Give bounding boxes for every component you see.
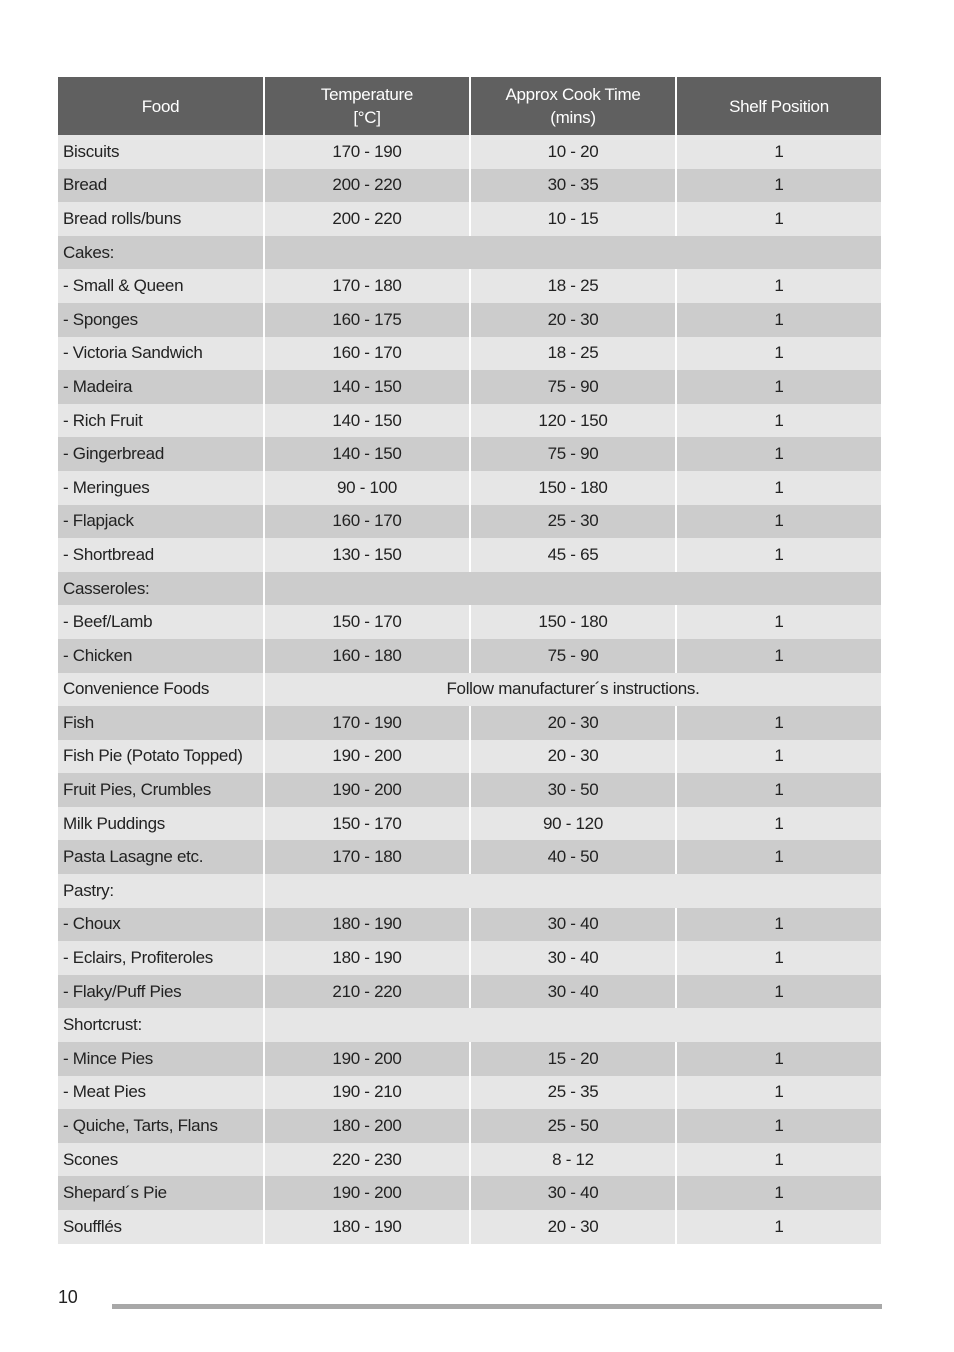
- table-row: [58, 840, 881, 874]
- table-row: [58, 773, 881, 807]
- cell-temperature: 190 - 210: [264, 1076, 470, 1110]
- cell-temperature: 170 - 180: [264, 840, 470, 874]
- cell-shelf-position: 1: [676, 908, 881, 942]
- cell-shelf-position: 1: [676, 605, 881, 639]
- cell-shelf-position: 1: [676, 437, 881, 471]
- page-number: 10: [58, 1287, 78, 1307]
- cell-food: - Meringues: [58, 471, 264, 505]
- cell-temperature: 200 - 220: [264, 169, 470, 203]
- cell-food: - Gingerbread: [58, 437, 264, 471]
- cell-temperature: 140 - 150: [264, 370, 470, 404]
- cell-temperature: 190 - 200: [264, 1176, 470, 1210]
- cell-cook-time: 75 - 90: [470, 437, 676, 471]
- cell-shelf-position: 1: [676, 807, 881, 841]
- cell-merged: Follow manufacturer´s instructions.: [264, 673, 881, 707]
- table-row: [58, 941, 881, 975]
- cell-merged: [264, 1008, 881, 1042]
- cell-cook-time: 20 - 30: [470, 303, 676, 337]
- cell-food: - Shortbread: [58, 538, 264, 572]
- cell-shelf-position: 1: [676, 1210, 881, 1244]
- cell-cook-time: 45 - 65: [470, 538, 676, 572]
- table-row: [58, 1076, 881, 1110]
- table-row: [58, 370, 881, 404]
- cell-temperature: 170 - 190: [264, 706, 470, 740]
- cell-merged: [264, 572, 881, 606]
- cell-temperature: 150 - 170: [264, 605, 470, 639]
- cell-food: - Madeira: [58, 370, 264, 404]
- cell-cook-time: 30 - 40: [470, 941, 676, 975]
- table-row: [58, 874, 881, 908]
- header-temperature-line1: Temperature: [320, 85, 414, 104]
- table-row: [58, 706, 881, 740]
- table-row: [58, 975, 881, 1009]
- cell-temperature: 130 - 150: [264, 538, 470, 572]
- cell-shelf-position: 1: [676, 169, 881, 203]
- cell-temperature: 190 - 200: [264, 740, 470, 774]
- table-row: [58, 639, 881, 673]
- cell-food: Scones: [58, 1143, 264, 1177]
- cell-cook-time: 150 - 180: [470, 471, 676, 505]
- header-shelf-position: Shelf Position: [676, 77, 881, 135]
- cell-temperature: 200 - 220: [264, 202, 470, 236]
- cell-cook-time: 30 - 40: [470, 975, 676, 1009]
- table-row: [58, 505, 881, 539]
- cell-cook-time: 120 - 150: [470, 404, 676, 438]
- cell-food: - Chicken: [58, 639, 264, 673]
- cell-food: Biscuits: [58, 135, 264, 169]
- header-temperature: [264, 77, 470, 135]
- table-header-row: [58, 77, 881, 135]
- cell-food: Convenience Foods: [58, 673, 264, 707]
- table-row: [58, 337, 881, 371]
- cell-temperature: 140 - 150: [264, 437, 470, 471]
- cell-shelf-position: 1: [676, 1176, 881, 1210]
- cell-cook-time: 30 - 40: [470, 1176, 676, 1210]
- cell-food: Shortcrust:: [58, 1008, 264, 1042]
- table-row: [58, 673, 881, 707]
- cell-temperature: 160 - 170: [264, 337, 470, 371]
- cell-shelf-position: 1: [676, 303, 881, 337]
- cell-food: Bread rolls/buns: [58, 202, 264, 236]
- cell-cook-time: 30 - 40: [470, 908, 676, 942]
- cell-food: - Beef/Lamb: [58, 605, 264, 639]
- cell-temperature: 140 - 150: [264, 404, 470, 438]
- cell-temperature: 150 - 170: [264, 807, 470, 841]
- cell-food: Fish Pie (Potato Topped): [58, 740, 264, 774]
- table-row: [58, 538, 881, 572]
- cell-shelf-position: 1: [676, 840, 881, 874]
- cell-cook-time: 30 - 50: [470, 773, 676, 807]
- cell-merged: [264, 874, 881, 908]
- cell-food: - Flapjack: [58, 505, 264, 539]
- cell-shelf-position: 1: [676, 337, 881, 371]
- cell-cook-time: 90 - 120: [470, 807, 676, 841]
- cell-food: - Quiche, Tarts, Flans: [58, 1109, 264, 1143]
- cell-shelf-position: 1: [676, 471, 881, 505]
- cell-shelf-position: 1: [676, 135, 881, 169]
- cell-temperature: 160 - 170: [264, 505, 470, 539]
- cell-shelf-position: 1: [676, 505, 881, 539]
- header-cook-time: [470, 77, 676, 135]
- cell-temperature: 170 - 190: [264, 135, 470, 169]
- cell-shelf-position: 1: [676, 1042, 881, 1076]
- table-body: [58, 135, 881, 1244]
- cell-shelf-position: 1: [676, 773, 881, 807]
- cell-temperature: 160 - 175: [264, 303, 470, 337]
- cell-shelf-position: 1: [676, 202, 881, 236]
- table-row: [58, 605, 881, 639]
- cooking-table: [58, 77, 881, 1244]
- cell-temperature: 220 - 230: [264, 1143, 470, 1177]
- cell-food: - Small & Queen: [58, 269, 264, 303]
- table-row: [58, 169, 881, 203]
- cell-temperature: 180 - 190: [264, 908, 470, 942]
- cell-merged: [264, 236, 881, 270]
- table-row: [58, 303, 881, 337]
- cell-shelf-position: 1: [676, 1109, 881, 1143]
- header-food: Food: [58, 77, 264, 135]
- cell-food: - Flaky/Puff Pies: [58, 975, 264, 1009]
- cell-cook-time: 20 - 30: [470, 706, 676, 740]
- cell-temperature: 180 - 190: [264, 1210, 470, 1244]
- cell-food: Pasta Lasagne etc.: [58, 840, 264, 874]
- cell-cook-time: 10 - 20: [470, 135, 676, 169]
- cell-cook-time: 25 - 35: [470, 1076, 676, 1110]
- table-row: [58, 404, 881, 438]
- table-row: [58, 236, 881, 270]
- table-row: [58, 740, 881, 774]
- cell-shelf-position: 1: [676, 404, 881, 438]
- footer-rule: [112, 1304, 882, 1309]
- cell-cook-time: 30 - 35: [470, 169, 676, 203]
- table-row: [58, 269, 881, 303]
- cell-cook-time: 25 - 30: [470, 505, 676, 539]
- table-row: [58, 202, 881, 236]
- table-row: [58, 437, 881, 471]
- cell-temperature: 180 - 200: [264, 1109, 470, 1143]
- cell-shelf-position: 1: [676, 706, 881, 740]
- cell-cook-time: 18 - 25: [470, 337, 676, 371]
- cell-shelf-position: 1: [676, 941, 881, 975]
- cell-food: Shepard´s Pie: [58, 1176, 264, 1210]
- table-row: [58, 1210, 881, 1244]
- cell-temperature: 180 - 190: [264, 941, 470, 975]
- cell-food: Milk Puddings: [58, 807, 264, 841]
- cell-cook-time: 75 - 90: [470, 639, 676, 673]
- cell-food: Fruit Pies, Crumbles: [58, 773, 264, 807]
- table-row: [58, 1008, 881, 1042]
- cell-food: Pastry:: [58, 874, 264, 908]
- cell-temperature: 160 - 180: [264, 639, 470, 673]
- cooking-table-container: [58, 77, 881, 1244]
- table-row: [58, 908, 881, 942]
- cell-temperature: 190 - 200: [264, 773, 470, 807]
- cell-food: - Mince Pies: [58, 1042, 264, 1076]
- cell-shelf-position: 1: [676, 370, 881, 404]
- cell-cook-time: 18 - 25: [470, 269, 676, 303]
- table-row: [58, 572, 881, 606]
- table-row: [58, 1109, 881, 1143]
- table-row: [58, 471, 881, 505]
- cell-shelf-position: 1: [676, 740, 881, 774]
- cell-cook-time: 10 - 15: [470, 202, 676, 236]
- cell-shelf-position: 1: [676, 975, 881, 1009]
- table-row: [58, 1176, 881, 1210]
- cell-shelf-position: 1: [676, 269, 881, 303]
- cell-food: Fish: [58, 706, 264, 740]
- table-row: [58, 1042, 881, 1076]
- cell-temperature: 210 - 220: [264, 975, 470, 1009]
- table-row: [58, 807, 881, 841]
- cell-shelf-position: 1: [676, 1076, 881, 1110]
- cell-food: Cakes:: [58, 236, 264, 270]
- table-row: [58, 135, 881, 169]
- cell-temperature: 90 - 100: [264, 471, 470, 505]
- cell-food: - Choux: [58, 908, 264, 942]
- cell-temperature: 170 - 180: [264, 269, 470, 303]
- cell-cook-time: 25 - 50: [470, 1109, 676, 1143]
- cell-cook-time: 15 - 20: [470, 1042, 676, 1076]
- header-temperature-line2: [°C]: [353, 108, 381, 127]
- cell-food: - Eclairs, Profiteroles: [58, 941, 264, 975]
- cell-food: - Rich Fruit: [58, 404, 264, 438]
- cell-cook-time: 75 - 90: [470, 370, 676, 404]
- cell-shelf-position: 1: [676, 639, 881, 673]
- cell-cook-time: 8 - 12: [470, 1143, 676, 1177]
- cell-food: - Meat Pies: [58, 1076, 264, 1110]
- cell-temperature: 190 - 200: [264, 1042, 470, 1076]
- cell-cook-time: 150 - 180: [470, 605, 676, 639]
- cell-cook-time: 20 - 30: [470, 1210, 676, 1244]
- header-cook-time-line2: (mins): [550, 108, 596, 127]
- cell-cook-time: 20 - 30: [470, 740, 676, 774]
- cell-shelf-position: 1: [676, 538, 881, 572]
- cell-food: Soufflés: [58, 1210, 264, 1244]
- cell-food: Bread: [58, 169, 264, 203]
- cell-cook-time: 40 - 50: [470, 840, 676, 874]
- cell-food: Casseroles:: [58, 572, 264, 606]
- table-row: [58, 1143, 881, 1177]
- header-cook-time-line1: Approx Cook Time: [505, 85, 641, 104]
- cell-food: - Victoria Sandwich: [58, 337, 264, 371]
- cell-shelf-position: 1: [676, 1143, 881, 1177]
- cell-food: - Sponges: [58, 303, 264, 337]
